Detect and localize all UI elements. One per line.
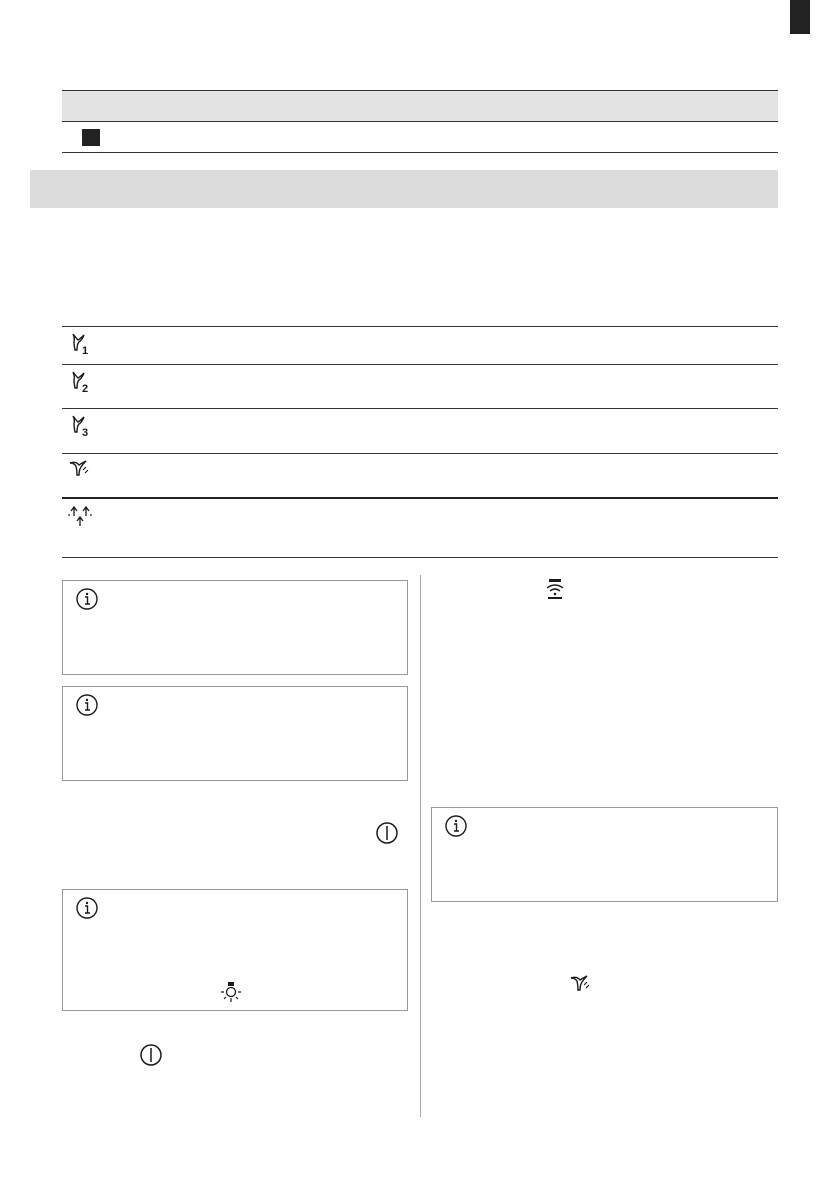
power-icon (139, 1043, 163, 1067)
fan-speed-3-icon (66, 413, 92, 439)
light-bulb-icon (219, 980, 243, 1004)
table-rule (62, 557, 778, 558)
column-divider (420, 575, 421, 1117)
fan-speed-2-label: 2 (82, 383, 89, 395)
table-bottom-rule (62, 152, 778, 153)
air-flow-icon (66, 502, 94, 528)
info-note-box (431, 807, 778, 902)
table-rule (62, 326, 778, 327)
info-icon (444, 814, 468, 838)
table-rule (62, 453, 778, 454)
page-header (0, 0, 839, 54)
info-note-box (62, 580, 408, 675)
table-header (62, 91, 778, 121)
info-note-box (62, 889, 408, 1011)
info-note-box (62, 686, 408, 781)
fan-speed-1-icon (66, 331, 92, 357)
language-tab-label (790, 0, 810, 34)
table-header-rule (62, 121, 778, 122)
fan-speed-3-label: 3 (82, 427, 89, 439)
table-rule-bold (62, 497, 778, 499)
fan-boost-icon (66, 457, 92, 481)
power-icon (375, 821, 399, 845)
info-icon (75, 896, 99, 920)
section-heading-bar (30, 170, 778, 208)
filled-square-marker (82, 129, 100, 146)
fan-speed-1-label: 1 (82, 345, 89, 357)
info-icon (75, 693, 99, 717)
fan-boost-icon (567, 972, 593, 996)
table-rule (62, 364, 778, 365)
hob-connection-icon (543, 577, 567, 601)
fan-speed-2-icon (66, 369, 92, 395)
info-icon (75, 587, 99, 611)
table-rule (62, 408, 778, 409)
